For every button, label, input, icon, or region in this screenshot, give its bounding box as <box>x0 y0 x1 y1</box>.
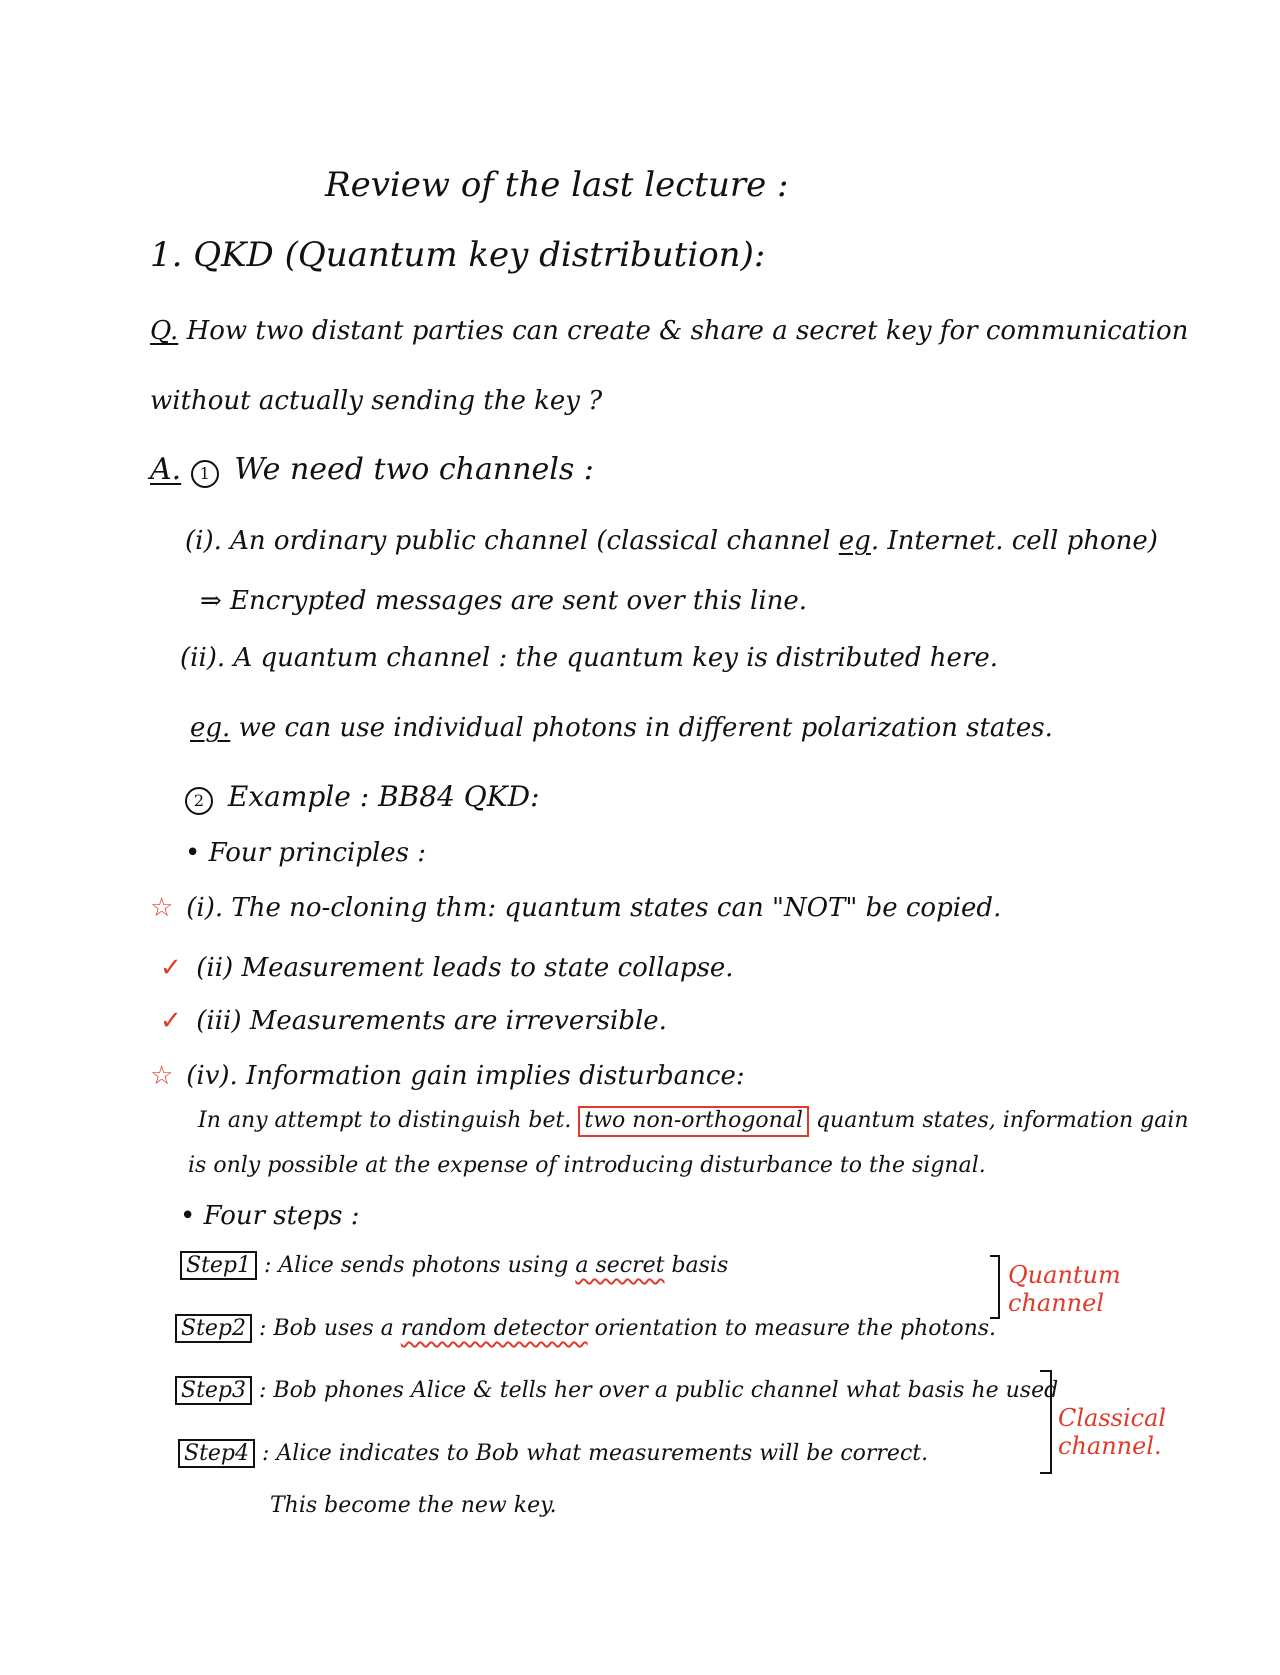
question-line-1 <box>150 318 1188 344</box>
step-4-text: : Alice indicates to Bob what measurements will be correct. <box>262 1441 929 1466</box>
quantum-bracket <box>990 1255 1000 1319</box>
channel-1-prefix: (i). An ordinary public channel (classical channel <box>185 526 831 556</box>
channel-1-note: ⇒ Encrypted messages are sent over this line. <box>200 586 808 616</box>
answer-line <box>150 452 594 488</box>
steps-header: • Four steps : <box>180 1201 360 1231</box>
classical-channel-note: Classical channel. <box>1058 1404 1167 1460</box>
step-1-text-a: : Alice sends photons using <box>264 1253 569 1278</box>
step-4-line <box>178 1443 928 1465</box>
step-2-line <box>175 1318 996 1340</box>
step-1-text-b: basis <box>671 1253 729 1278</box>
principle-4-detail-a: In any attempt to distinguish bet. <box>198 1108 572 1133</box>
question-label: Q. <box>150 316 179 346</box>
principle-1-line <box>150 895 1001 921</box>
star-icon: ☆ <box>150 1061 174 1091</box>
step-3-label: Step3 <box>175 1376 252 1405</box>
channel-2-note: we can use individual photons in different polarization states. <box>238 713 1053 743</box>
answer-label: A. <box>150 452 182 487</box>
non-orthogonal-box: two non-orthogonal <box>578 1106 809 1137</box>
section-heading: 1. QKD (Quantum key distribution): <box>150 235 766 275</box>
circled-number-2: 2 <box>185 787 213 815</box>
checkmark-icon: ✓ <box>160 953 182 983</box>
channel-1-line <box>185 528 1158 554</box>
channel-1-suffix: . Internet. cell phone) <box>870 526 1158 556</box>
star-icon: ☆ <box>150 893 174 923</box>
principle-4-detail-b: quantum states, information gain <box>815 1108 1189 1133</box>
step-2-label: Step2 <box>175 1314 252 1343</box>
step-2-text-b: orientation to measure the photons. <box>594 1316 997 1341</box>
channel-2-note-line <box>190 715 1053 741</box>
step-1-wavy: a secret <box>575 1253 665 1278</box>
principle-3: (iii) Measurements are irreversible. <box>196 1006 667 1036</box>
principle-2: (ii) Measurement leads to state collapse. <box>196 953 734 983</box>
principle-4: (iv). Information gain implies disturbance: <box>186 1061 745 1091</box>
example-line <box>185 780 540 815</box>
step-3-line <box>175 1380 1058 1402</box>
channel-2-line: (ii). A quantum channel : the quantum key is distributed here. <box>180 643 998 673</box>
principle-4-detail-2: is only possible at the expense of introducing disturbance to the signal. <box>188 1153 986 1178</box>
principle-4-line <box>150 1063 745 1089</box>
step-2-wavy: random detector <box>400 1316 588 1341</box>
page-title: Review of the last lecture : <box>325 165 789 205</box>
principle-4-detail-1 <box>198 1110 1189 1132</box>
principle-1: (i). The no-cloning thm: quantum states can "NOT" be copied. <box>186 893 1002 923</box>
step-2-text-a: : Bob uses a <box>259 1316 394 1341</box>
checkmark-icon: ✓ <box>160 1006 182 1036</box>
channel-2-eg: eg. <box>190 713 231 743</box>
step-3-text: : Bob phones Alice & tells her over a public channel what basis he used <box>259 1378 1059 1403</box>
principle-2-line <box>160 955 734 981</box>
question-text-1: How two distant parties can create & share a secret key for communication <box>186 316 1189 346</box>
principles-header: • Four principles : <box>185 838 427 868</box>
example-text: Example : BB84 QKD: <box>227 780 540 813</box>
quantum-channel-note: Quantum channel <box>1008 1261 1121 1317</box>
circled-number-1: 1 <box>191 460 219 488</box>
step-4-note: This become the new key. <box>270 1493 557 1518</box>
question-line-2: without actually sending the key ? <box>150 386 603 416</box>
step-1-line <box>180 1255 728 1277</box>
answer-point-1: We need two channels : <box>234 452 594 487</box>
step-1-label: Step1 <box>180 1251 257 1280</box>
classical-bracket <box>1040 1370 1052 1474</box>
step-4-label: Step4 <box>178 1439 255 1468</box>
principle-3-line <box>160 1008 667 1034</box>
channel-1-eg: eg <box>838 526 871 556</box>
